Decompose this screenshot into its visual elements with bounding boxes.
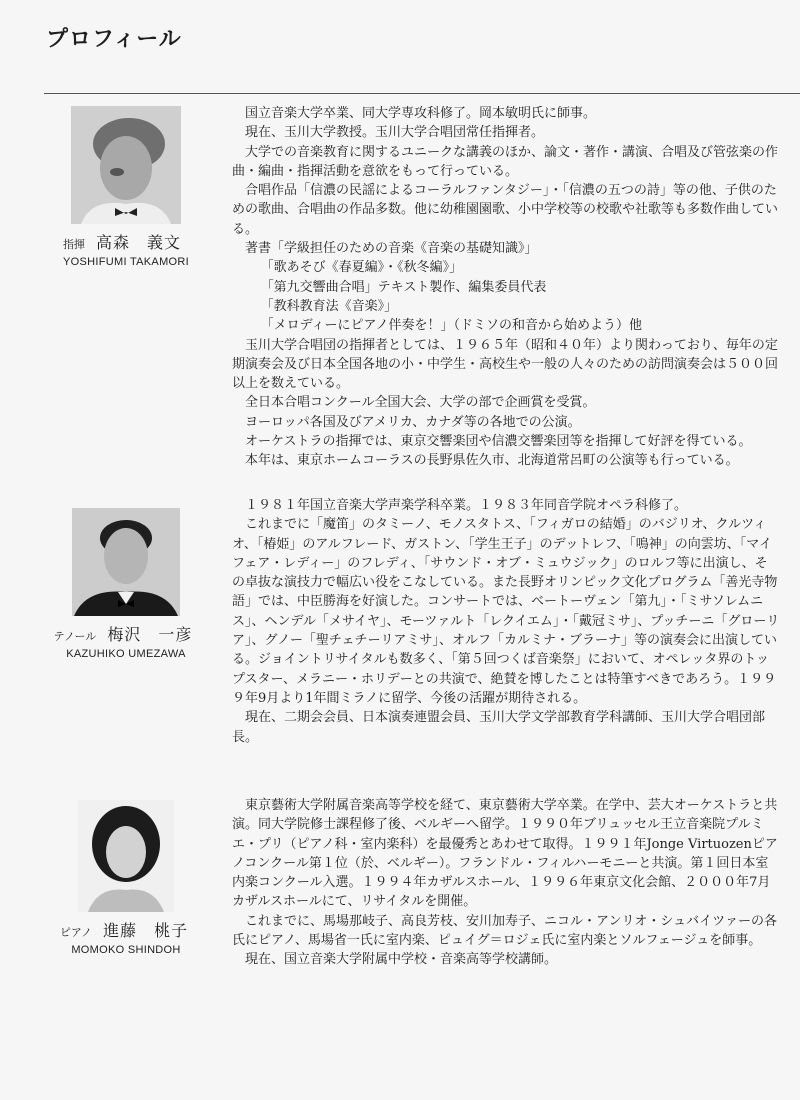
portrait-takamori-icon — [71, 106, 181, 224]
writing-item: 「学級担任のための音楽《音楽の基礎知識》」 — [271, 241, 538, 257]
portrait-shindoh-icon — [78, 800, 174, 912]
bio-paragraph: 大学での音楽教育に関するユニークな講義のほか、論文・著作・講演、合唱及び管弦楽の作曲・編曲・指揮活動を意欲をもって行っている。 — [232, 144, 779, 179]
writings-line — [232, 239, 780, 258]
bio-paragraph: 合唱作品「信濃の民謡によるコーラルファンタジー」・「信濃の五つの詩」等の他、子供のための歌曲、合唱曲の作品多数。他に幼稚園園歌、小中学校等の校歌や社歌等も多数作曲している。 — [232, 183, 779, 237]
portrait-umezawa-icon — [72, 508, 180, 616]
bio-paragraph: 東京藝術大学附属音楽高等学校を経て、東京藝術大学卒業。在学中、芸大オーケストラと共演。同大学院修士課程修了後、ベルギーへ留学。１９９０年ブリュッセル王立音楽院プルミエ・プリ（ピアノ科・室内楽科）を最優秀とあわせて取得。１９９１年Jonge Virtuozenピアノコンクール第１位（於、ベルギー）。フランドル・フィルハーモニーと共演。第１回日本室内楽コンクール入選。１９９４年カザルスホール、１９９６年東京文化会館、２０００年7月カザルスホールにて、リサイタルを開催。 — [232, 798, 778, 910]
portrait-photo — [71, 106, 181, 224]
role-label: 指揮 — [62, 238, 85, 251]
name-japanese: 高森 義文 — [96, 233, 182, 252]
bio-paragraph: ヨーロッパ各国及びアメリカ、カナダ等の各地での公演。 — [245, 414, 581, 430]
writing-item: 「教科教育法《音楽》」 — [260, 298, 398, 314]
name-romaji: YOSHIFUMI TAKAMORI — [62, 256, 189, 268]
writings-label: 著書 — [245, 241, 272, 257]
name-romaji: MOMOKO SHINDOH — [71, 944, 181, 956]
bio-paragraph: これまでに、馬場那岐子、高良芳枝、安川加寿子、ニコル・アンリオ・シュバイツァーの各氏にピアノ、馬場省一氏に室内楽、ピュイグ＝ロジェ氏に室内楽とソルフェージュを師事。 — [232, 913, 777, 949]
bio-paragraph: 本年は、東京ホームコーラスの長野県佐久市、北海道常呂町の公演等も行っている。 — [245, 453, 739, 469]
name-japanese: 進藤 桃子 — [103, 921, 189, 940]
biography — [232, 796, 780, 970]
bio-paragraph: 全日本合唱コンクール全国大会、大学の部で企画賞を受賞。 — [245, 395, 596, 411]
bio-paragraph: これまでに「魔笛」のタミーノ、モノスタトス、「フィガロの結婚」のバジリオ、クルツィオ、「椿姫」のアルフレード、ガストン、「学生王子」のデットレフ、「鳴神」の向雲坊、「マイフェア・レディー」のフレディ、「サウンド・オブ・ミュウジック」のロルフ等に出演し、その卓抜な演技力で幅広い役をこなしている。また長野オリンピック文化プログラム「善光寺物語」では、中臣勝海を好演した。コンサートでは、ベートーヴェン「第九」・「ミサソレムニス」、ヘンデル「メサイヤ」、モーツァルト「レクイエム」・「戴冠ミサ」、プッチーニ「グローリア」、グノー「聖チェチーリアミサ」、オルフ「カルミナ・ブラーナ」等の演奏会に出演している。ジョイントリサイタルも数多く、「第５回つくば音楽祭」において、オペレッタ界のトップスター、メラニー・ホリデーとの共演で、絶賛を博したことは特筆すべきであろう。１９９９年9月より1年間ミラノに留学、今後の活躍が期待される。 — [232, 517, 780, 706]
writing-item: 「歌あそび《春夏編》・《秋冬編》」 — [260, 260, 463, 276]
writing-item: 「メロディーにピアノ伴奏を！」（ドミソの和音から始めよう）他 — [260, 318, 643, 334]
bio-paragraph: オーケストラの指揮では、東京交響楽団や信濃交響楽団等を指揮して好評を得ている。 — [245, 434, 752, 450]
portrait-photo — [72, 508, 180, 616]
bio-paragraph: 玉川大学合唱団の指揮者としては、１９６５年（昭和４０年）より関わっており、毎年の定期演奏会及び日本全国各地の小・中学生・高校生や一般の人々のための訪問演奏会は５００回以上を数えている。 — [232, 337, 779, 392]
bio-paragraph: 国立音楽大学卒業、同大学専攻科修了。岡本敏明氏に師事。 — [245, 106, 597, 121]
header-divider — [44, 93, 800, 94]
bio-paragraph: 現在、二期会会員、日本演奏連盟会員、玉川大学文学部教育学科講師、玉川大学合唱団部長。 — [232, 710, 766, 745]
bio-paragraph: 現在、国立音楽大学附属中学校・音楽高等学校講師。 — [245, 952, 558, 968]
biography — [232, 104, 780, 471]
writing-item: 「第九交響曲合唱」テキスト製作、編集委員代表 — [260, 279, 547, 295]
page-title: プロフィール — [46, 27, 182, 52]
name-romaji: KAZUHIKO UMEZAWA — [66, 648, 186, 660]
biography — [232, 496, 780, 747]
bio-paragraph: １９８１年国立音楽大学声楽学科卒業。１９８３年同音学院オペラ科修了。 — [245, 498, 688, 513]
role-label: テノール — [53, 630, 97, 643]
role-label: ピアノ — [59, 926, 92, 939]
name-japanese: 梅沢 一彦 — [107, 625, 193, 644]
bio-paragraph: 現在、玉川大学教授。玉川大学合唱団常任指揮者。 — [245, 125, 545, 141]
portrait-photo — [78, 800, 174, 912]
